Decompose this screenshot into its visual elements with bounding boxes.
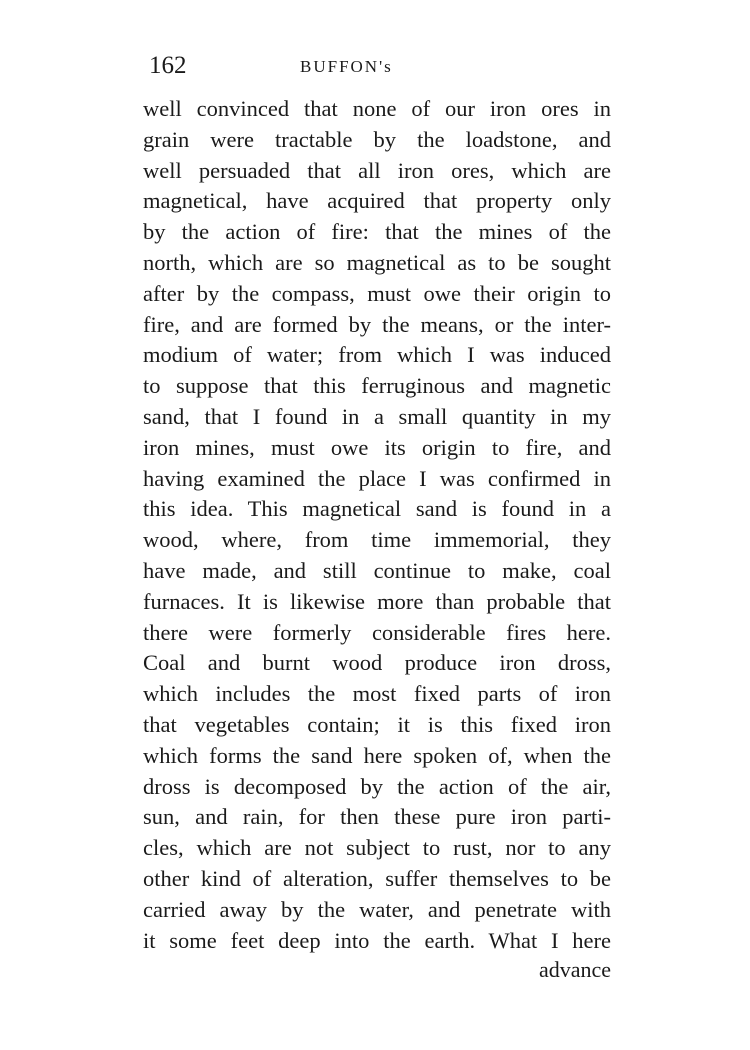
text-line: magnetical, have acquired that property only <box>143 188 611 214</box>
text-line: having examined the place I was confirmed in <box>143 465 611 491</box>
text-line: carried away by the water, and penetrate with <box>143 896 611 922</box>
body-text <box>143 94 611 956</box>
text-line: furnaces. It is likewise more than probable that <box>143 588 611 614</box>
text-line: have made, and still continue to make, coal <box>143 557 611 583</box>
text-line: after by the compass, must owe their origin to <box>143 280 611 306</box>
text-line: Coal and burnt wood produce iron dross, <box>143 650 611 676</box>
text-line: sun, and rain, for then these pure iron parti- <box>143 804 611 830</box>
text-line: iron mines, must owe its origin to fire, and <box>143 434 611 460</box>
text-line: which forms the sand here spoken of, when the <box>143 742 611 768</box>
running-title: BUFFON's <box>300 57 393 76</box>
text-line: dross is decomposed by the action of the air, <box>143 773 611 799</box>
text-line: by the action of fire: that the mines of the <box>143 219 611 245</box>
page-number: 162 <box>149 52 187 79</box>
catchword: advance <box>538 957 611 982</box>
text-line: which includes the most fixed parts of iron <box>143 681 611 707</box>
text-line: that vegetables contain; it is this fixed iron <box>143 711 611 737</box>
text-line: well persuaded that all iron ores, which are <box>143 157 611 183</box>
text-line: this idea. This magnetical sand is found in a <box>143 496 611 522</box>
text-line: there were formerly considerable fires here. <box>143 619 611 645</box>
text-line: modium of water; from which I was induced <box>143 342 611 368</box>
text-line: grain were tractable by the loadstone, and <box>143 126 611 152</box>
text-line: it some feet deep into the earth. What I here <box>143 927 611 953</box>
text-line: fire, and are formed by the means, or the inter- <box>143 311 611 337</box>
text-line: other kind of alteration, suffer themselves to be <box>143 865 611 891</box>
text-line: to suppose that this ferruginous and magnetic <box>143 373 611 399</box>
text-line: cles, which are not subject to rust, nor to any <box>143 835 611 861</box>
text-line: well convinced that none of our iron ores in <box>143 96 611 121</box>
text-line: north, which are so magnetical as to be sought <box>143 249 611 275</box>
text-line: wood, where, from time immemorial, they <box>143 527 611 553</box>
text-line: sand, that I found in a small quantity in my <box>143 403 611 429</box>
